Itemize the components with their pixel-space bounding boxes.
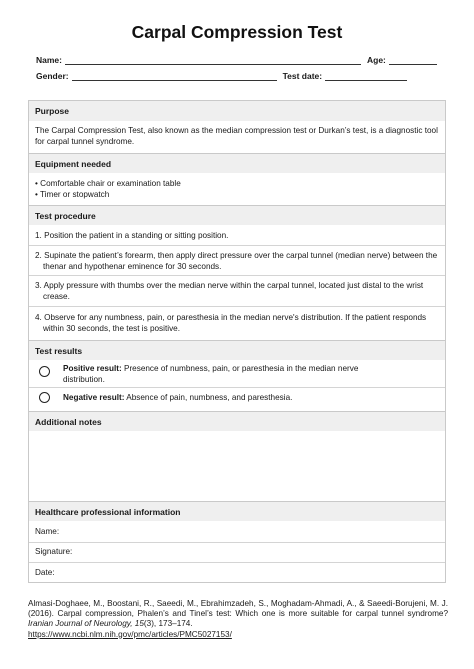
procedure-step-3: 3. Apply pressure with thumbs over the median nerve within the carpal tunnel, located just distal to the wrist crease.: [35, 281, 424, 301]
gender-label: Gender:: [36, 71, 69, 81]
divider: [29, 542, 445, 543]
procedure-heading: Test procedure: [29, 205, 445, 225]
procedure-step-1: 1. Position the patient in a standing or sitting position.: [35, 231, 229, 240]
professional-date-label: Date:: [35, 568, 55, 577]
divider: [29, 275, 445, 276]
professional-signature-label: Signature:: [35, 547, 73, 556]
notes-area[interactable]: [29, 431, 445, 501]
professional-name-label: Name:: [35, 527, 60, 536]
notes-heading: Additional notes: [29, 411, 445, 431]
age-field[interactable]: [389, 55, 437, 65]
purpose-heading: Purpose: [29, 101, 445, 121]
citation: Almasi-Doghaee, M., Boostani, R., Saeedi, M., Ebrahimzadeh, S., Moghadam-Ahmadi, A., & Saeedi-Borujeni, M. J. (2016). Carpal compression, Phalen’s and Tinel’s test: Which one is more suitable for carpal tunnel syndrome? Iranian Journal of Neurology, 15(3), 173–174. https://www.ncbi.nlm.nih.gov/pmc/articles/PMC5027153/: [28, 599, 448, 639]
purpose-text: The Carpal Compression Test, also known as the median compression test or Durkan’s test, is a diagnostic tool for carpal tunnel syndrome.: [35, 126, 438, 146]
test-date-field[interactable]: [325, 71, 407, 81]
equipment-heading: Equipment needed: [29, 153, 445, 173]
list-item: • Comfortable chair or examination table: [35, 179, 181, 188]
list-item: • Timer or stopwatch: [35, 189, 110, 199]
negative-result-text: Negative result: Absence of pain, numbness, and paresthesia.: [63, 393, 293, 402]
procedure-step-4: 4. Observe for any numbness, pain, or paresthesia in the median nerve's distribution. If the patient responds within 30 seconds, the test is positive.: [35, 313, 427, 333]
page-title: Carpal Compression Test: [131, 22, 343, 42]
test-date-label: Test date:: [282, 71, 323, 81]
form-table: [28, 100, 446, 583]
divider: [29, 562, 445, 563]
divider: [29, 387, 445, 388]
name-field[interactable]: [65, 55, 361, 65]
positive-result-radio[interactable]: [39, 366, 50, 377]
age-label: Age:: [366, 55, 386, 65]
divider: [29, 306, 445, 307]
equipment-list: [35, 179, 439, 200]
procedure-step-2: 2. Supinate the patient’s forearm, then apply direct pressure over the carpal tunnel (median nerve) between the thenar and hypothenar eminence for 30 seconds.: [35, 251, 438, 271]
gender-field[interactable]: [72, 71, 277, 81]
gender-date-row: [36, 71, 440, 81]
results-heading: Test results: [29, 340, 445, 360]
divider: [29, 245, 445, 246]
citation-link[interactable]: https://www.ncbi.nlm.nih.gov/pmc/articles/PMC5027153/: [28, 629, 232, 639]
name-label: Name:: [36, 55, 62, 65]
name-age-row: [36, 55, 440, 65]
professional-heading: Healthcare professional information: [29, 501, 445, 521]
positive-result-text: Positive result: Presence of numbness, pain, or paresthesia in the median nerve distribution.: [63, 364, 359, 384]
negative-result-radio[interactable]: [39, 392, 50, 403]
